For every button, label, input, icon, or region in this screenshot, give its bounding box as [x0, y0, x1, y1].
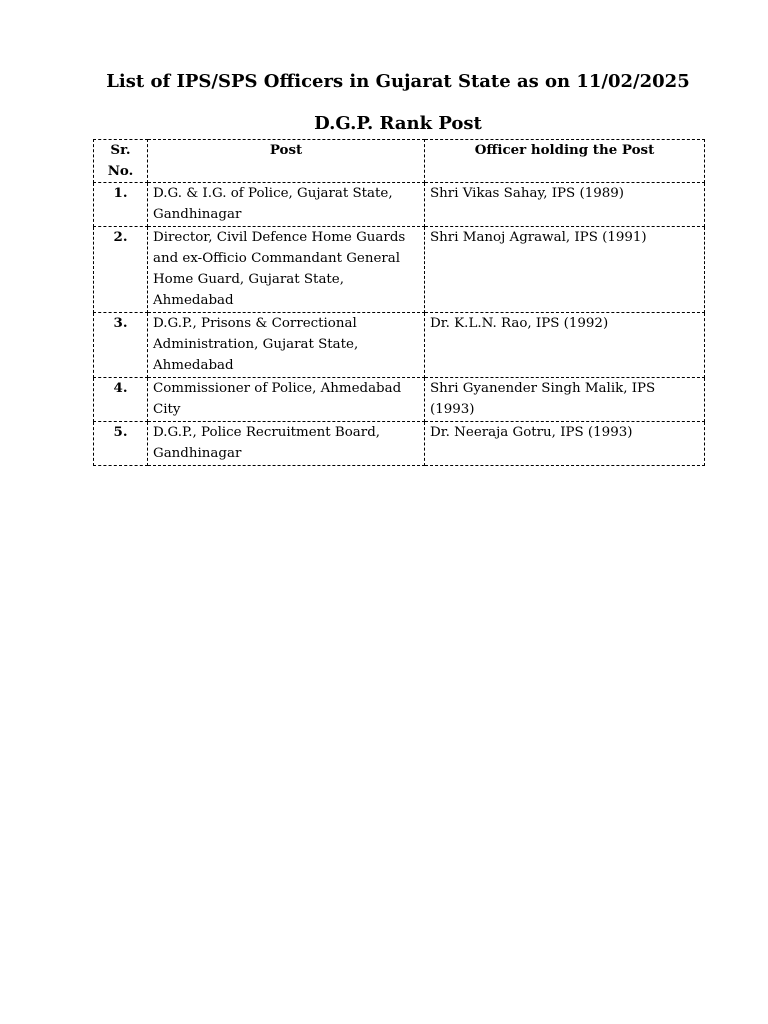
header-sr-line1: Sr.	[110, 142, 131, 158]
header-sr-line2: No.	[107, 163, 134, 179]
table-row	[94, 378, 705, 422]
cell-sr: 3.	[94, 313, 148, 378]
table-row	[94, 422, 705, 466]
cell-officer: Shri Gyanender Singh Malik, IPS (1993)	[425, 378, 705, 422]
table-header-row	[94, 140, 705, 183]
officers-table	[93, 139, 705, 466]
section-title: D.G.P. Rank Post	[314, 113, 482, 134]
header-officer: Officer holding the Post	[425, 140, 705, 183]
cell-post: Director, Civil Defence Home Guards and ex-Officio Commandant General Home Guard, Gujarat State, Ahmedabad	[148, 227, 425, 313]
cell-post: D.G.P., Prisons & Correctional Administration, Gujarat State, Ahmedabad	[148, 313, 425, 378]
cell-officer: Shri Manoj Agrawal, IPS (1991)	[425, 227, 705, 313]
cell-post: Commissioner of Police, Ahmedabad City	[148, 378, 425, 422]
header-sr-no	[94, 140, 148, 183]
page-title: List of IPS/SPS Officers in Gujarat State as on 11/02/2025	[106, 71, 690, 92]
cell-officer: Shri Vikas Sahay, IPS (1989)	[425, 183, 705, 227]
cell-sr: 1.	[94, 183, 148, 227]
cell-sr: 4.	[94, 378, 148, 422]
cell-sr: 2.	[94, 227, 148, 313]
cell-officer: Dr. K.L.N. Rao, IPS (1992)	[425, 313, 705, 378]
cell-officer: Dr. Neeraja Gotru, IPS (1993)	[425, 422, 705, 466]
table-row	[94, 227, 705, 313]
cell-post: D.G.P., Police Recruitment Board, Gandhinagar	[148, 422, 425, 466]
header-post: Post	[148, 140, 425, 183]
table-row	[94, 183, 705, 227]
cell-post: D.G. & I.G. of Police, Gujarat State, Gandhinagar	[148, 183, 425, 227]
cell-sr: 5.	[94, 422, 148, 466]
table-row	[94, 313, 705, 378]
